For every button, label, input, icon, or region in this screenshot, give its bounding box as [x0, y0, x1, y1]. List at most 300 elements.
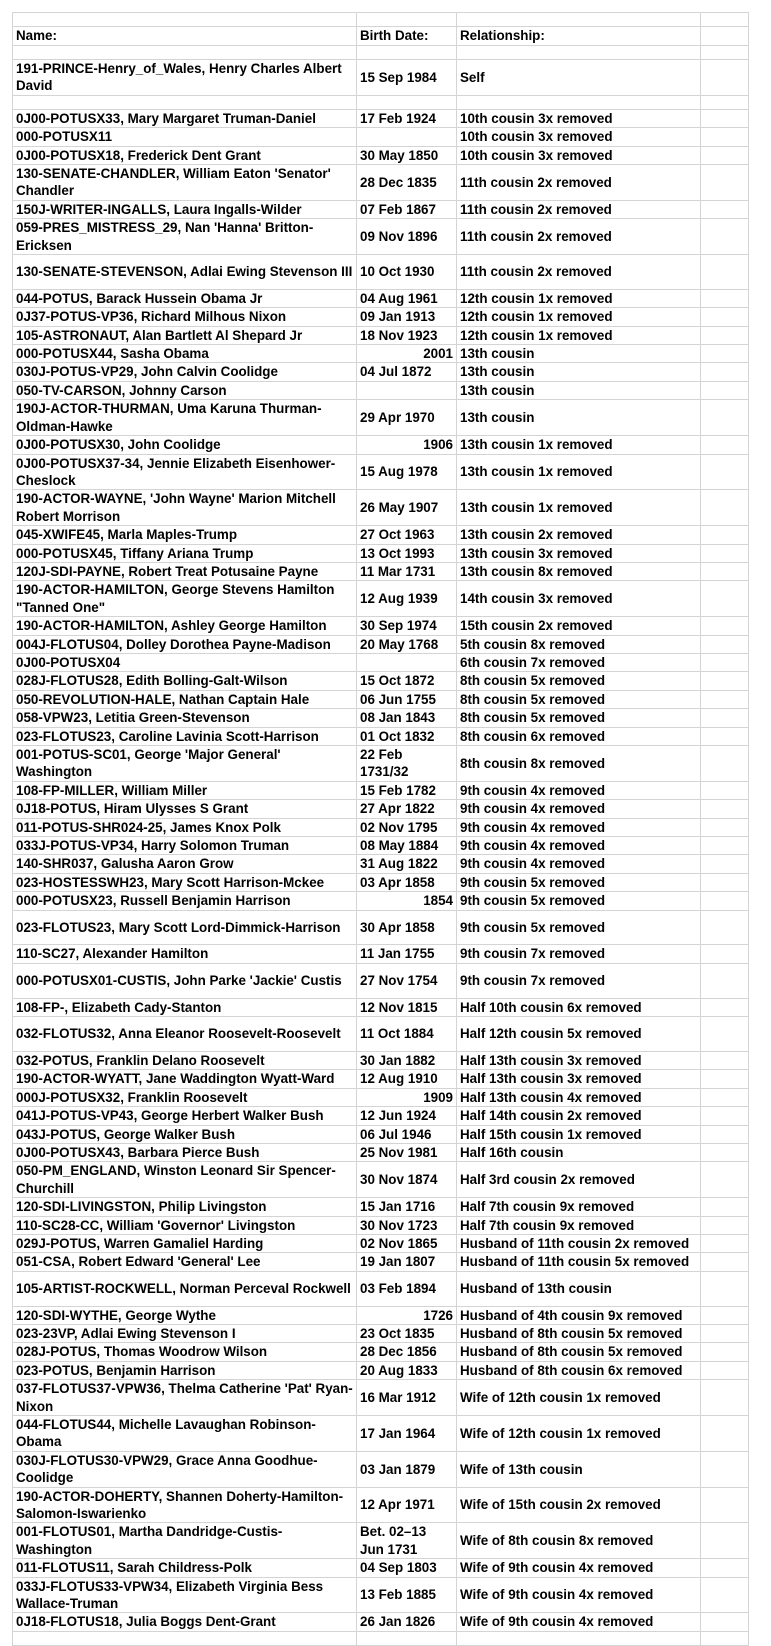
empty-cell [701, 1487, 749, 1523]
empty-cell [701, 672, 749, 690]
table-row [13, 219, 749, 255]
empty-cell [701, 562, 749, 580]
name-cell: 108-FP-MILLER, William Miller [13, 781, 357, 799]
relationship-cell: Half 14th cousin 2x removed [457, 1107, 701, 1125]
birth-date-cell: 1909 [357, 1088, 457, 1106]
empty-cell [701, 454, 749, 490]
relationship-cell: Half 16th cousin [457, 1143, 701, 1161]
birth-date-cell: 22 Feb 1731/32 [357, 746, 457, 782]
table-row [13, 818, 749, 836]
relationship-cell: Wife of 8th cousin 8x removed [457, 1523, 701, 1559]
relationship-cell: 13th cousin [457, 345, 701, 363]
empty-cell [701, 1216, 749, 1234]
birth-date-cell [357, 653, 457, 671]
relationship-cell: Half 13th cousin 4x removed [457, 1088, 701, 1106]
empty-cell [701, 581, 749, 617]
birth-date-cell: 04 Aug 1961 [357, 289, 457, 307]
name-cell: 0J18-FLOTUS18, Julia Boggs Dent-Grant [13, 1613, 357, 1631]
name-cell: 028J-POTUS, Thomas Woodrow Wilson [13, 1343, 357, 1361]
name-cell: 001-POTUS-SC01, George 'Major General' Washington [13, 746, 357, 782]
table-row [13, 128, 749, 146]
name-cell: 000J-POTUSX32, Franklin Roosevelt [13, 1088, 357, 1106]
table-row [13, 1613, 749, 1631]
name-cell: 190-ACTOR-WAYNE, 'John Wayne' Marion Mitchell Robert Morrison [13, 490, 357, 526]
empty-cell [701, 1343, 749, 1361]
empty-cell [701, 1143, 749, 1161]
empty-cell [701, 109, 749, 127]
name-cell: 150J-WRITER-INGALLS, Laura Ingalls-Wilder [13, 200, 357, 218]
empty-cell [701, 690, 749, 708]
name-cell: 030J-POTUS-VP29, John Calvin Coolidge [13, 363, 357, 381]
relationship-cell: 9th cousin 4x removed [457, 818, 701, 836]
table-row [13, 1324, 749, 1342]
self-name: 191-PRINCE-Henry_of_Wales, Henry Charles Albert David [13, 60, 357, 96]
birth-date-cell: 30 Apr 1858 [357, 910, 457, 945]
birth-date-cell: 08 Jan 1843 [357, 709, 457, 727]
name-cell: 023-FLOTUS23, Mary Scott Lord-Dimmick-Harrison [13, 910, 357, 945]
name-cell: 023-FLOTUS23, Caroline Lavinia Scott-Harrison [13, 727, 357, 745]
empty-cell [701, 326, 749, 344]
empty-cell [701, 1234, 749, 1252]
table-row [13, 1253, 749, 1271]
birth-date-cell: Bet. 02–13 Jun 1731 [357, 1523, 457, 1559]
relationship-cell: 13th cousin 8x removed [457, 562, 701, 580]
birth-date-cell: 26 Jan 1826 [357, 1613, 457, 1631]
relationship-cell: 9th cousin 5x removed [457, 892, 701, 910]
name-cell: 044-POTUS, Barack Hussein Obama Jr [13, 289, 357, 307]
empty-cell [701, 1051, 749, 1069]
table-row [13, 1306, 749, 1324]
relationship-cell: 5th cousin 8x removed [457, 635, 701, 653]
birth-date-cell: 27 Apr 1822 [357, 800, 457, 818]
relationship-cell: 9th cousin 4x removed [457, 837, 701, 855]
table-row [13, 653, 749, 671]
name-cell: 0J18-POTUS, Hiram Ulysses S Grant [13, 800, 357, 818]
birth-date-cell: 26 May 1907 [357, 490, 457, 526]
relationship-cell: Wife of 13th cousin [457, 1451, 701, 1487]
empty-cell [701, 219, 749, 255]
empty-cell [701, 27, 749, 46]
table-row [13, 526, 749, 544]
birth-date-cell: 12 Nov 1815 [357, 998, 457, 1016]
empty-cell [701, 1559, 749, 1577]
header-row [13, 27, 749, 46]
table-row [13, 1487, 749, 1523]
name-cell: 140-SHR037, Galusha Aaron Grow [13, 855, 357, 873]
relationship-cell: Half 7th cousin 9x removed [457, 1198, 701, 1216]
birth-date-cell: 23 Oct 1835 [357, 1324, 457, 1342]
empty-cell [701, 345, 749, 363]
name-cell: 001-FLOTUS01, Martha Dandridge-Custis-Washington [13, 1523, 357, 1559]
birth-date-cell: 12 Aug 1939 [357, 581, 457, 617]
empty-cell [701, 653, 749, 671]
birth-date-cell: 04 Jul 1872 [357, 363, 457, 381]
name-cell: 0J00-POTUSX18, Frederick Dent Grant [13, 146, 357, 164]
table-row [13, 855, 749, 873]
birth-date-cell: 2001 [357, 345, 457, 363]
name-cell: 050-TV-CARSON, Johnny Carson [13, 381, 357, 399]
empty-cell [701, 1380, 749, 1416]
empty-cell [701, 892, 749, 910]
empty-cell [701, 873, 749, 891]
name-cell: 000-POTUSX45, Tiffany Ariana Trump [13, 544, 357, 562]
empty-cell [701, 1162, 749, 1198]
table-row [13, 363, 749, 381]
blank-row [13, 95, 749, 109]
empty-cell [701, 1523, 749, 1559]
name-cell: 032-POTUS, Franklin Delano Roosevelt [13, 1051, 357, 1069]
relationship-cell: 15th cousin 2x removed [457, 617, 701, 635]
table-row [13, 910, 749, 945]
table-row [13, 1343, 749, 1361]
relationship-cell: Half 3rd cousin 2x removed [457, 1162, 701, 1198]
table-row [13, 1234, 749, 1252]
empty-cell [701, 910, 749, 945]
table-row [13, 1070, 749, 1088]
blank-row [13, 46, 749, 60]
birth-date-cell: 04 Sep 1803 [357, 1559, 457, 1577]
table-row [13, 1577, 749, 1613]
relationship-cell: 8th cousin 6x removed [457, 727, 701, 745]
table-row [13, 436, 749, 454]
name-cell: 120J-SDI-PAYNE, Robert Treat Potusaine Payne [13, 562, 357, 580]
table-row [13, 998, 749, 1016]
empty-cell [701, 490, 749, 526]
name-cell: 190J-ACTOR-THURMAN, Uma Karuna Thurman-Oldman-Hawke [13, 400, 357, 436]
empty-cell [701, 165, 749, 201]
name-cell: 023-23VP, Adlai Ewing Stevenson I [13, 1324, 357, 1342]
header-relationship: Relationship: [457, 27, 701, 46]
birth-date-cell: 12 Jun 1924 [357, 1107, 457, 1125]
name-cell: 023-POTUS, Benjamin Harrison [13, 1361, 357, 1379]
table-row [13, 672, 749, 690]
birth-date-cell: 30 Nov 1874 [357, 1162, 457, 1198]
birth-date-cell: 30 Jan 1882 [357, 1051, 457, 1069]
table-row [13, 381, 749, 399]
table-row [13, 709, 749, 727]
table-row [13, 1017, 749, 1052]
relationship-cell: Half 12th cousin 5x removed [457, 1017, 701, 1052]
relationship-cell: 13th cousin 1x removed [457, 454, 701, 490]
relationship-cell: Half 15th cousin 1x removed [457, 1125, 701, 1143]
name-cell: 105-ASTRONAUT, Alan Bartlett Al Shepard Jr [13, 326, 357, 344]
relationship-cell: 13th cousin [457, 363, 701, 381]
name-cell: 000-POTUSX11 [13, 128, 357, 146]
name-cell: 050-PM_ENGLAND, Winston Leonard Sir Spencer-Churchill [13, 1162, 357, 1198]
header-birth-date: Birth Date: [357, 27, 457, 46]
empty-cell [701, 436, 749, 454]
relationship-cell: 11th cousin 2x removed [457, 255, 701, 290]
name-cell: 044-FLOTUS44, Michelle Lavaughan Robinson-Obama [13, 1415, 357, 1451]
blank-row [13, 1631, 749, 1645]
table-row [13, 1125, 749, 1143]
birth-date-cell: 13 Feb 1885 [357, 1577, 457, 1613]
relationship-cell: Husband of 11th cousin 5x removed [457, 1253, 701, 1271]
birth-date-cell: 30 May 1850 [357, 146, 457, 164]
relationship-cell: Husband of 8th cousin 6x removed [457, 1361, 701, 1379]
relationship-cell: Wife of 15th cousin 2x removed [457, 1487, 701, 1523]
header-name: Name: [13, 27, 357, 46]
empty-cell [701, 544, 749, 562]
name-cell: 0J00-POTUSX04 [13, 653, 357, 671]
table-row [13, 1107, 749, 1125]
name-cell: 058-VPW23, Letitia Green-Stevenson [13, 709, 357, 727]
name-cell: 190-ACTOR-DOHERTY, Shannen Doherty-Hamilton-Salomon-Iswarienko [13, 1487, 357, 1523]
empty-cell [701, 1107, 749, 1125]
table-row [13, 326, 749, 344]
empty-cell [701, 1451, 749, 1487]
empty-cell [701, 746, 749, 782]
self-relationship: Self [457, 60, 701, 96]
table-row [13, 1415, 749, 1451]
table-row [13, 873, 749, 891]
relationship-cell: Wife of 12th cousin 1x removed [457, 1380, 701, 1416]
table-row [13, 1559, 749, 1577]
empty-cell [701, 1613, 749, 1631]
name-cell: 028J-FLOTUS28, Edith Bolling-Galt-Wilson [13, 672, 357, 690]
table-row [13, 1162, 749, 1198]
relationship-cell: 9th cousin 7x removed [457, 945, 701, 963]
birth-date-cell: 12 Apr 1971 [357, 1487, 457, 1523]
table-row [13, 1380, 749, 1416]
relationship-cell: Husband of 13th cousin [457, 1271, 701, 1306]
empty-cell [701, 128, 749, 146]
empty-cell [701, 1361, 749, 1379]
birth-date-cell: 06 Jun 1755 [357, 690, 457, 708]
name-cell: 000-POTUSX23, Russell Benjamin Harrison [13, 892, 357, 910]
birth-date-cell [357, 381, 457, 399]
name-cell: 000-POTUSX01-CUSTIS, John Parke 'Jackie' Custis [13, 963, 357, 998]
blank-row [13, 13, 749, 27]
empty-cell [701, 617, 749, 635]
birth-date-cell: 1906 [357, 436, 457, 454]
self-birth-date: 15 Sep 1984 [357, 60, 457, 96]
relationship-cell: Half 13th cousin 3x removed [457, 1051, 701, 1069]
birth-date-cell: 03 Feb 1894 [357, 1271, 457, 1306]
table-row [13, 345, 749, 363]
name-cell: 120-SDI-WYTHE, George Wythe [13, 1306, 357, 1324]
relationship-cell: Wife of 9th cousin 4x removed [457, 1613, 701, 1631]
relationship-cell: Half 7th cousin 9x removed [457, 1216, 701, 1234]
empty-cell [701, 998, 749, 1016]
birth-date-cell: 12 Aug 1910 [357, 1070, 457, 1088]
relationship-cell: 10th cousin 3x removed [457, 146, 701, 164]
relationship-cell: 13th cousin 1x removed [457, 436, 701, 454]
birth-date-cell: 27 Oct 1963 [357, 526, 457, 544]
empty-cell [701, 1125, 749, 1143]
table-row [13, 255, 749, 290]
empty-cell [701, 255, 749, 290]
table-row [13, 1361, 749, 1379]
table-row [13, 635, 749, 653]
birth-date-cell: 17 Jan 1964 [357, 1415, 457, 1451]
relationship-cell: 13th cousin [457, 400, 701, 436]
relationship-cell: Wife of 9th cousin 4x removed [457, 1559, 701, 1577]
relationship-cell: 13th cousin 2x removed [457, 526, 701, 544]
relationship-table [12, 12, 749, 1646]
birth-date-cell: 15 Oct 1872 [357, 672, 457, 690]
name-cell: 0J00-POTUSX33, Mary Margaret Truman-Daniel [13, 109, 357, 127]
name-cell: 190-ACTOR-WYATT, Jane Waddington Wyatt-Ward [13, 1070, 357, 1088]
birth-date-cell: 1854 [357, 892, 457, 910]
name-cell: 011-POTUS-SHR024-25, James Knox Polk [13, 818, 357, 836]
table-row [13, 544, 749, 562]
birth-date-cell: 18 Nov 1923 [357, 326, 457, 344]
birth-date-cell: 16 Mar 1912 [357, 1380, 457, 1416]
table-row [13, 308, 749, 326]
table-row [13, 1198, 749, 1216]
relationship-cell: 13th cousin [457, 381, 701, 399]
relationship-cell: 9th cousin 5x removed [457, 873, 701, 891]
birth-date-cell: 02 Nov 1865 [357, 1234, 457, 1252]
table-row [13, 165, 749, 201]
relationship-cell: 13th cousin 1x removed [457, 490, 701, 526]
name-cell: 023-HOSTESSWH23, Mary Scott Harrison-Mckee [13, 873, 357, 891]
empty-cell [701, 1271, 749, 1306]
relationship-cell: 9th cousin 7x removed [457, 963, 701, 998]
name-cell: 033J-FLOTUS33-VPW34, Elizabeth Virginia Bess Wallace-Truman [13, 1577, 357, 1613]
birth-date-cell: 31 Aug 1822 [357, 855, 457, 873]
birth-date-cell: 15 Feb 1782 [357, 781, 457, 799]
table-row [13, 146, 749, 164]
name-cell: 004J-FLOTUS04, Dolley Dorothea Payne-Madison [13, 635, 357, 653]
name-cell: 043J-POTUS, George Walker Bush [13, 1125, 357, 1143]
empty-cell [701, 381, 749, 399]
birth-date-cell: 28 Dec 1856 [357, 1343, 457, 1361]
empty-cell [701, 1088, 749, 1106]
birth-date-cell: 03 Apr 1858 [357, 873, 457, 891]
table-row [13, 945, 749, 963]
relationship-cell: 11th cousin 2x removed [457, 200, 701, 218]
name-cell: 050-REVOLUTION-HALE, Nathan Captain Hale [13, 690, 357, 708]
empty-cell [701, 837, 749, 855]
table-row [13, 1051, 749, 1069]
birth-date-cell: 17 Feb 1924 [357, 109, 457, 127]
name-cell: 130-SENATE-STEVENSON, Adlai Ewing Stevenson III [13, 255, 357, 290]
birth-date-cell: 29 Apr 1970 [357, 400, 457, 436]
table-row [13, 109, 749, 127]
name-cell: 029J-POTUS, Warren Gamaliel Harding [13, 1234, 357, 1252]
empty-cell [701, 308, 749, 326]
birth-date-cell: 09 Nov 1896 [357, 219, 457, 255]
table-row [13, 892, 749, 910]
name-cell: 0J00-POTUSX37-34, Jennie Elizabeth Eisenhower-Cheslock [13, 454, 357, 490]
name-cell: 110-SC28-CC, William 'Governor' Livingston [13, 1216, 357, 1234]
birth-date-cell: 30 Sep 1974 [357, 617, 457, 635]
empty-cell [701, 800, 749, 818]
empty-cell [701, 1577, 749, 1613]
relationship-cell: Half 10th cousin 6x removed [457, 998, 701, 1016]
birth-date-cell: 08 May 1884 [357, 837, 457, 855]
name-cell: 120-SDI-LIVINGSTON, Philip Livingston [13, 1198, 357, 1216]
birth-date-cell: 10 Oct 1930 [357, 255, 457, 290]
name-cell: 0J37-POTUS-VP36, Richard Milhous Nixon [13, 308, 357, 326]
relationship-cell: Husband of 8th cousin 5x removed [457, 1324, 701, 1342]
empty-cell [701, 60, 749, 96]
empty-cell [701, 289, 749, 307]
birth-date-cell: 27 Nov 1754 [357, 963, 457, 998]
birth-date-cell: 13 Oct 1993 [357, 544, 457, 562]
relationship-cell: 13th cousin 3x removed [457, 544, 701, 562]
relationship-cell: Husband of 11th cousin 2x removed [457, 1234, 701, 1252]
relationship-cell: 8th cousin 8x removed [457, 746, 701, 782]
name-cell: 059-PRES_MISTRESS_29, Nan 'Hanna' Britton-Ericksen [13, 219, 357, 255]
empty-cell [701, 200, 749, 218]
table-row [13, 200, 749, 218]
empty-cell [701, 1070, 749, 1088]
birth-date-cell: 19 Jan 1807 [357, 1253, 457, 1271]
birth-date-cell: 11 Jan 1755 [357, 945, 457, 963]
relationship-cell: Husband of 4th cousin 9x removed [457, 1306, 701, 1324]
relationship-cell: 10th cousin 3x removed [457, 109, 701, 127]
relationship-cell: 9th cousin 5x removed [457, 910, 701, 945]
relationship-cell: 11th cousin 2x removed [457, 165, 701, 201]
empty-cell [701, 855, 749, 873]
birth-date-cell: 20 May 1768 [357, 635, 457, 653]
relationship-cell: 11th cousin 2x removed [457, 219, 701, 255]
empty-cell [701, 400, 749, 436]
empty-cell [701, 818, 749, 836]
empty-cell [701, 363, 749, 381]
table-row [13, 837, 749, 855]
birth-date-cell [357, 128, 457, 146]
relationship-cell: Half 13th cousin 3x removed [457, 1070, 701, 1088]
relationship-cell: 9th cousin 4x removed [457, 800, 701, 818]
name-cell: 037-FLOTUS37-VPW36, Thelma Catherine 'Pat' Ryan-Nixon [13, 1380, 357, 1416]
empty-cell [701, 781, 749, 799]
table-row [13, 690, 749, 708]
table-row [13, 800, 749, 818]
name-cell: 051-CSA, Robert Edward 'General' Lee [13, 1253, 357, 1271]
empty-cell [701, 1253, 749, 1271]
name-cell: 110-SC27, Alexander Hamilton [13, 945, 357, 963]
birth-date-cell: 20 Aug 1833 [357, 1361, 457, 1379]
table-row [13, 1271, 749, 1306]
table-row [13, 289, 749, 307]
table-row [13, 1451, 749, 1487]
name-cell: 130-SENATE-CHANDLER, William Eaton 'Senator' Chandler [13, 165, 357, 201]
empty-cell [701, 635, 749, 653]
relationship-cell: 8th cousin 5x removed [457, 672, 701, 690]
table-row [13, 562, 749, 580]
table-row [13, 963, 749, 998]
relationship-cell: 12th cousin 1x removed [457, 308, 701, 326]
relationship-cell: 10th cousin 3x removed [457, 128, 701, 146]
birth-date-cell: 03 Jan 1879 [357, 1451, 457, 1487]
relationship-cell: 14th cousin 3x removed [457, 581, 701, 617]
birth-date-cell: 25 Nov 1981 [357, 1143, 457, 1161]
empty-cell [701, 963, 749, 998]
table-row [13, 581, 749, 617]
relationship-cell: 12th cousin 1x removed [457, 326, 701, 344]
empty-cell [701, 526, 749, 544]
name-cell: 045-XWIFE45, Marla Maples-Trump [13, 526, 357, 544]
table-row [13, 454, 749, 490]
table-row [13, 727, 749, 745]
relationship-cell: 6th cousin 7x removed [457, 653, 701, 671]
table-row [13, 1088, 749, 1106]
name-cell: 108-FP-, Elizabeth Cady-Stanton [13, 998, 357, 1016]
birth-date-cell: 30 Nov 1723 [357, 1216, 457, 1234]
empty-cell [701, 1415, 749, 1451]
table-row [13, 490, 749, 526]
relationship-cell: 9th cousin 4x removed [457, 855, 701, 873]
relationship-cell: 12th cousin 1x removed [457, 289, 701, 307]
name-cell: 190-ACTOR-HAMILTON, Ashley George Hamilton [13, 617, 357, 635]
name-cell: 032-FLOTUS32, Anna Eleanor Roosevelt-Roosevelt [13, 1017, 357, 1052]
birth-date-cell: 06 Jul 1946 [357, 1125, 457, 1143]
name-cell: 011-FLOTUS11, Sarah Childress-Polk [13, 1559, 357, 1577]
